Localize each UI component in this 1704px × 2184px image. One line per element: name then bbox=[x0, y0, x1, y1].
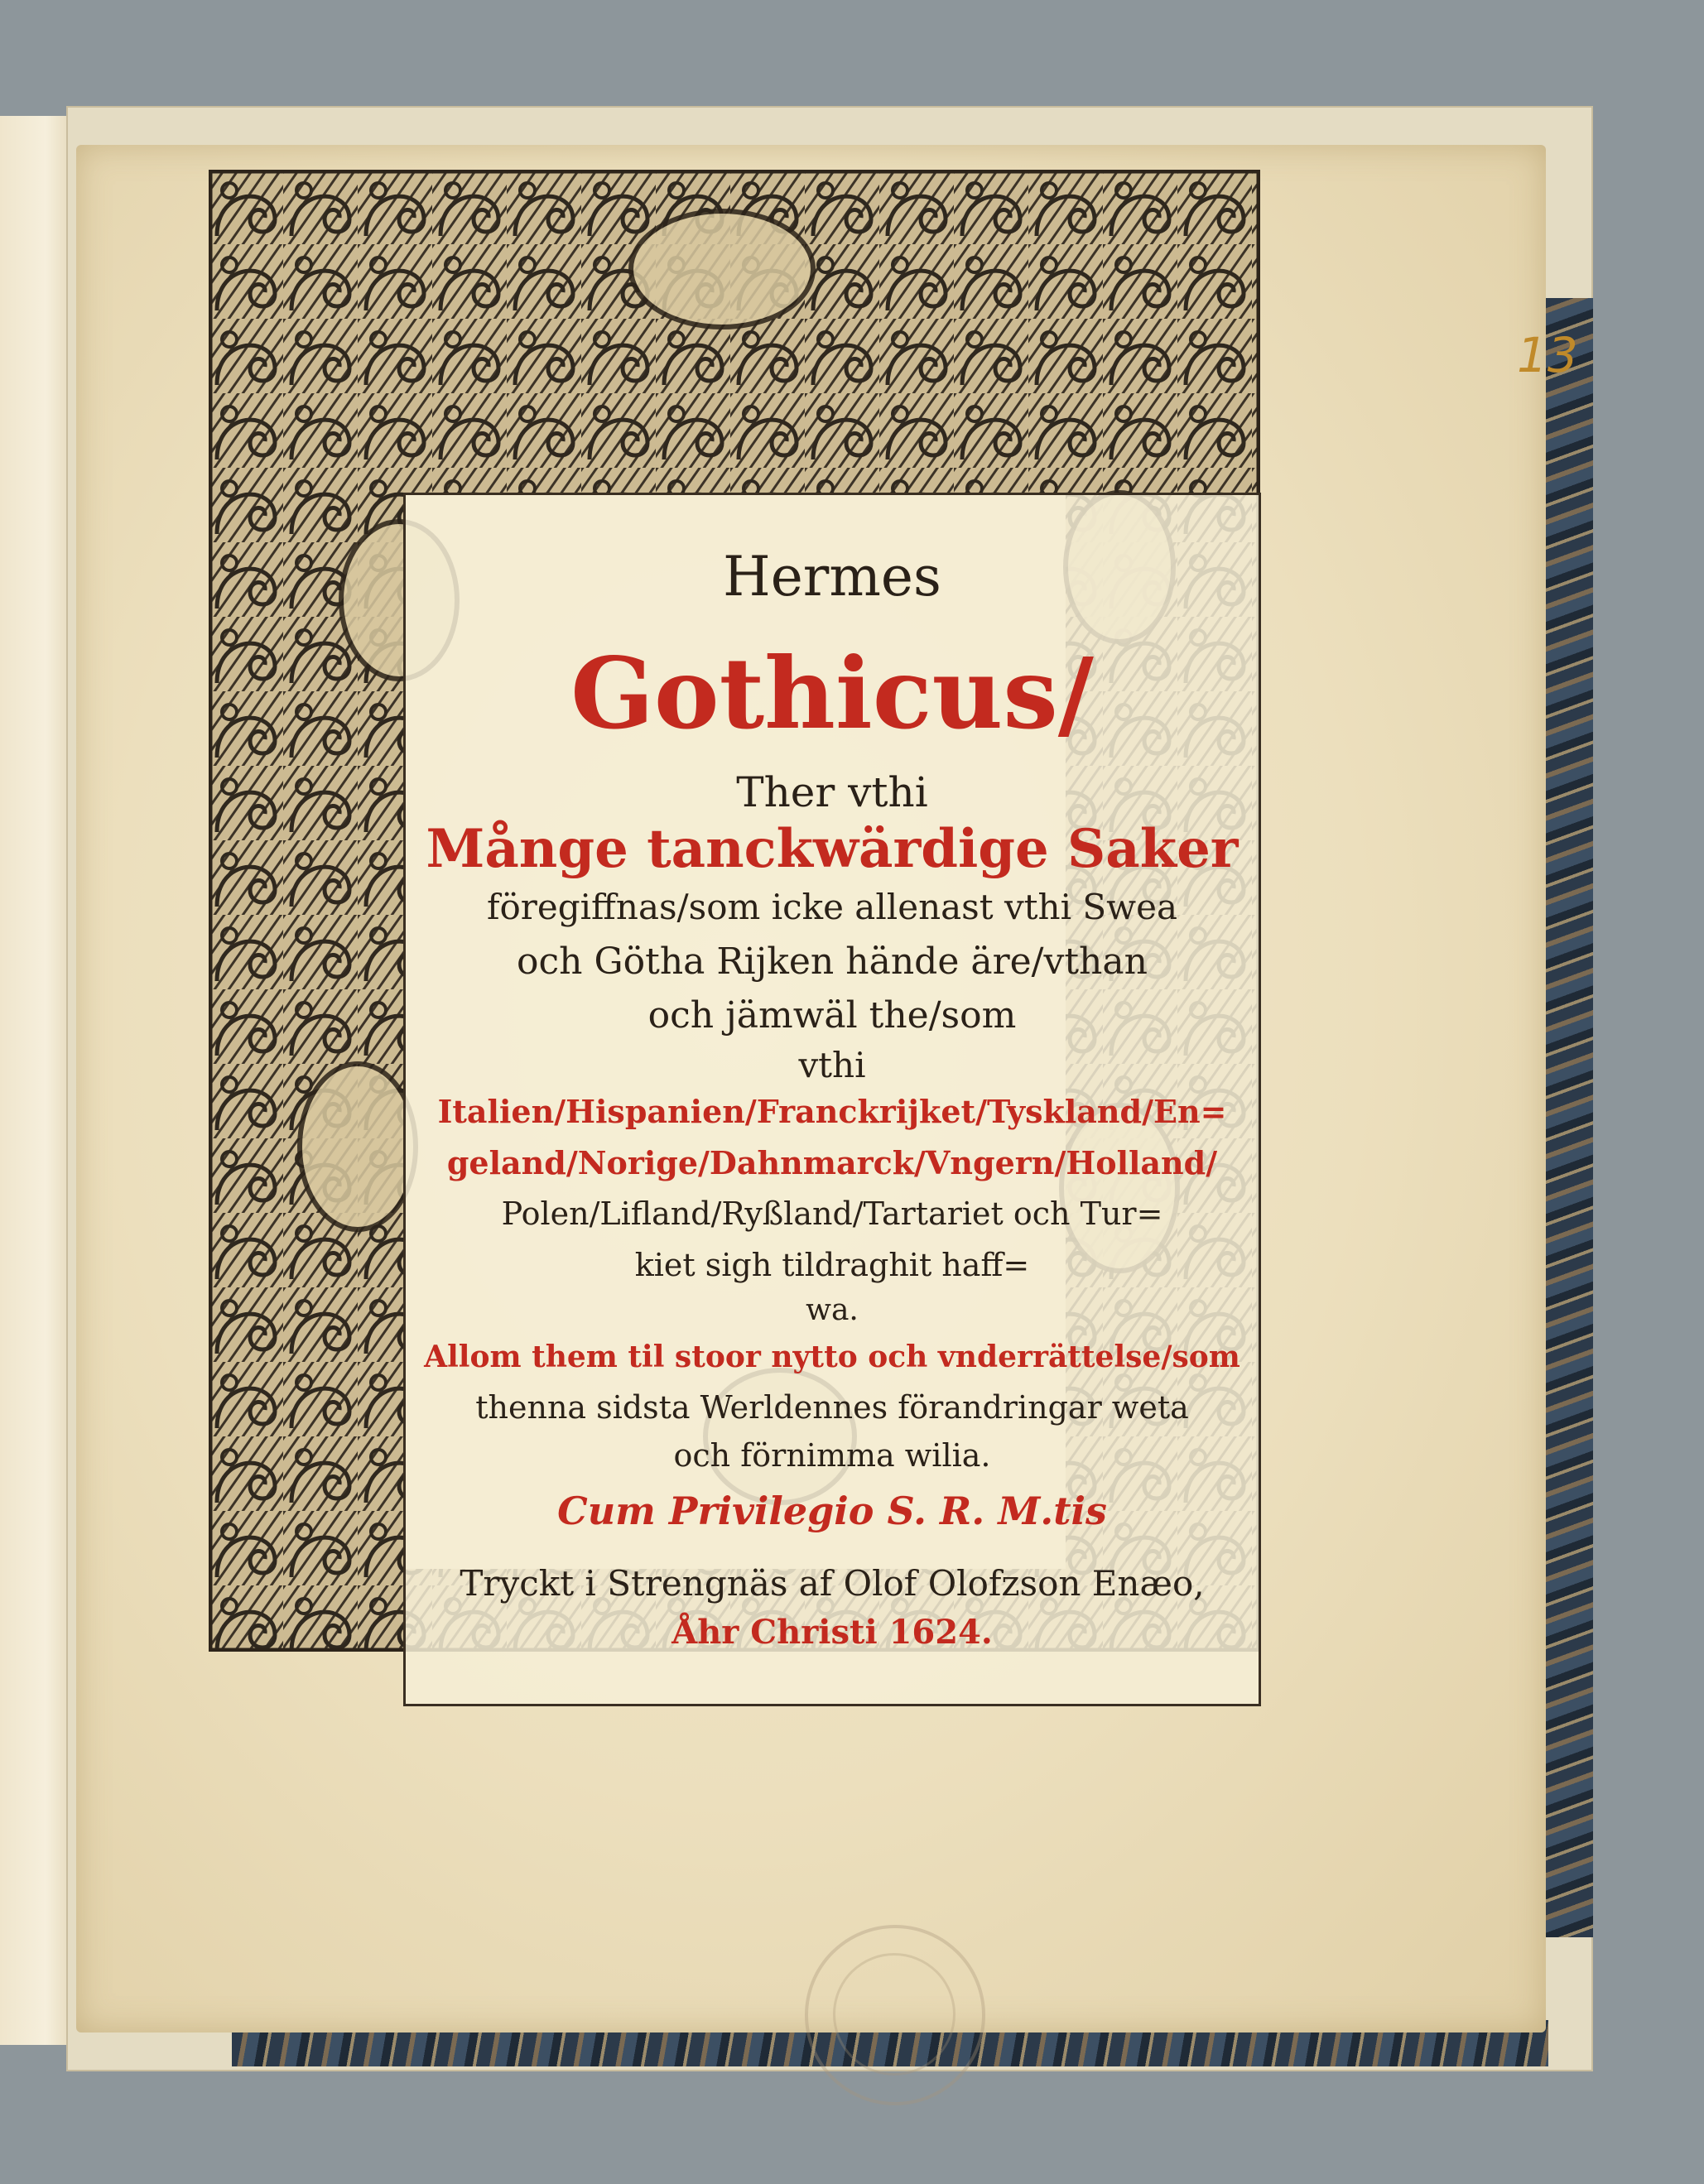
title-line-polen: Polen/Lifland/Ryßland/Tartariet och Tur= bbox=[501, 1195, 1163, 1232]
title-line-jamwal: och jämwäl the/som bbox=[647, 994, 1017, 1037]
title-line-ther-vthi: Ther vthi bbox=[736, 768, 928, 816]
title-gothicus: Gothicus/ bbox=[570, 636, 1094, 751]
title-line-vthi: vthi bbox=[798, 1045, 866, 1085]
title-line-fornimma: och förnimma wilia. bbox=[673, 1437, 991, 1474]
title-line-wa: wa. bbox=[806, 1293, 859, 1327]
title-page bbox=[76, 145, 1578, 2032]
title-line-allom: Allom them til stoor nytto och vnderrättelse/som bbox=[424, 1340, 1240, 1374]
library-stamp bbox=[805, 1925, 985, 2105]
title-line-mange: Månge tanckwärdige Saker bbox=[426, 818, 1239, 880]
title-hermes: Hermes bbox=[723, 545, 941, 609]
title-line-thenna: thenna sidsta Werldennes förandringar weta bbox=[475, 1389, 1189, 1426]
title-line-engeland: geland/Norige/Dahnmarck/Vngern/Holland/ bbox=[446, 1144, 1218, 1181]
imprint-year: Åhr Christi 1624. bbox=[671, 1613, 993, 1652]
title-line-turkiet: kiet sigh tildraghit haff= bbox=[634, 1247, 1030, 1283]
marbled-edge-right bbox=[1540, 298, 1593, 1937]
imprint-line: Tryckt i Strengnäs af Olof Olofzson Enæo, bbox=[460, 1563, 1205, 1604]
pencil-annotation: 13 bbox=[1517, 327, 1578, 383]
title-line-gotha: och Götha Rijken hände äre/vthan bbox=[517, 940, 1148, 983]
title-line-italien: Italien/Hispanien/Franckrijket/Tyskland/En= bbox=[437, 1093, 1227, 1130]
privilege-line: Cum Privilegio S. R. M.tis bbox=[557, 1489, 1107, 1533]
title-line-foregiffnas: föregiffnas/som icke allenast vthi Swea bbox=[486, 887, 1178, 927]
title-text-panel bbox=[403, 493, 1261, 1706]
